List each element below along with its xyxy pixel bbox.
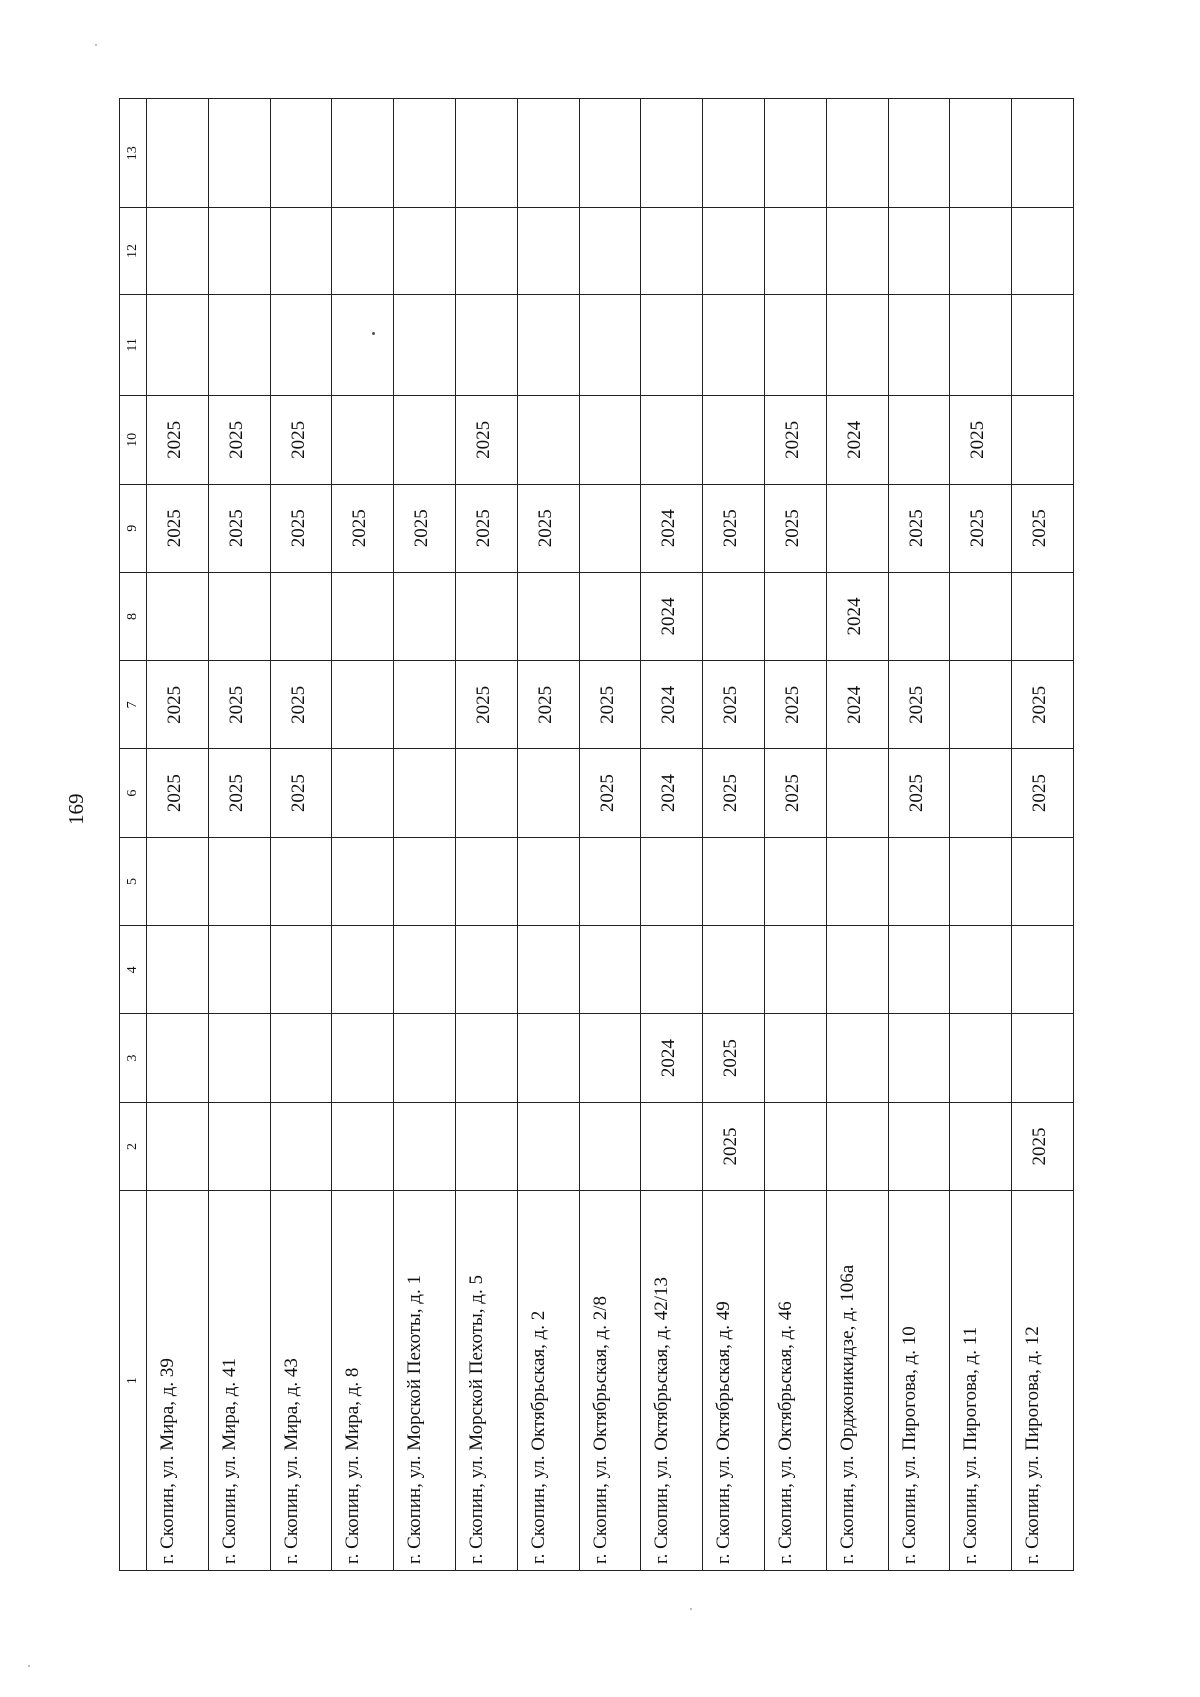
year-cell-col-9: 2025 <box>1012 484 1074 572</box>
year-cell-col-8 <box>455 572 517 660</box>
year-cell-col-7: 2025 <box>764 661 826 749</box>
year-cell-col-12 <box>208 208 270 294</box>
year-cell-col-6 <box>950 749 1012 837</box>
year-cell-col-7: 2025 <box>270 661 332 749</box>
year-cell-col-13 <box>826 99 888 208</box>
year-cell-col-6: 2025 <box>147 749 209 837</box>
schedule-table-body <box>120 99 1074 1571</box>
column-number-row <box>120 99 147 1571</box>
year-cell-col-2 <box>147 1102 209 1190</box>
year-cell-col-12 <box>826 208 888 294</box>
year-cell-col-2 <box>208 1102 270 1190</box>
year-cell-col-2 <box>888 1102 950 1190</box>
table-row <box>703 99 765 1571</box>
table-row <box>579 99 641 1571</box>
address-cell: г. Скопин, ул. Пирогова, д. 12 <box>1012 1191 1074 1571</box>
table-row <box>950 99 1012 1571</box>
year-cell-col-8 <box>270 572 332 660</box>
year-cell-col-4 <box>517 926 579 1014</box>
address-cell: г. Скопин, ул. Мира, д. 41 <box>208 1191 270 1571</box>
year-cell-col-9: 2025 <box>332 484 394 572</box>
year-cell-col-4 <box>332 926 394 1014</box>
year-cell-col-2: 2025 <box>1012 1102 1074 1190</box>
column-number-10: 10 <box>120 396 147 484</box>
year-cell-col-13 <box>517 99 579 208</box>
year-cell-col-3 <box>888 1014 950 1102</box>
year-cell-col-2 <box>517 1102 579 1190</box>
year-cell-col-9: 2025 <box>703 484 765 572</box>
address-cell: г. Скопин, ул. Пирогова, д. 10 <box>888 1191 950 1571</box>
year-cell-col-5 <box>270 837 332 925</box>
year-cell-col-12 <box>764 208 826 294</box>
year-cell-col-4 <box>703 926 765 1014</box>
year-cell-col-3 <box>270 1014 332 1102</box>
year-cell-col-8 <box>394 572 456 660</box>
year-cell-col-12 <box>703 208 765 294</box>
year-cell-col-9: 2025 <box>517 484 579 572</box>
year-cell-col-9: 2025 <box>764 484 826 572</box>
year-cell-col-6: 2025 <box>579 749 641 837</box>
year-cell-col-5 <box>579 837 641 925</box>
year-cell-col-8 <box>950 572 1012 660</box>
year-cell-col-13 <box>703 99 765 208</box>
year-cell-col-9: 2025 <box>394 484 456 572</box>
year-cell-col-5 <box>517 837 579 925</box>
year-cell-col-3 <box>764 1014 826 1102</box>
year-cell-col-2 <box>764 1102 826 1190</box>
table-row <box>394 99 456 1571</box>
year-cell-col-13 <box>579 99 641 208</box>
year-cell-col-6 <box>332 749 394 837</box>
year-cell-col-5 <box>764 837 826 925</box>
year-cell-col-6: 2025 <box>888 749 950 837</box>
address-cell: г. Скопин, ул. Октябрьская, д. 2 <box>517 1191 579 1571</box>
year-cell-col-11 <box>703 294 765 396</box>
column-number-3: 3 <box>120 1014 147 1102</box>
year-cell-col-5 <box>641 837 703 925</box>
year-cell-col-4 <box>641 926 703 1014</box>
year-cell-col-3 <box>1012 1014 1074 1102</box>
year-cell-col-4 <box>1012 926 1074 1014</box>
address-cell: г. Скопин, ул. Пирогова, д. 11 <box>950 1191 1012 1571</box>
year-cell-col-4 <box>394 926 456 1014</box>
year-cell-col-12 <box>147 208 209 294</box>
year-cell-col-3 <box>826 1014 888 1102</box>
year-cell-col-8 <box>703 572 765 660</box>
year-cell-col-6: 2025 <box>208 749 270 837</box>
year-cell-col-2 <box>641 1102 703 1190</box>
year-cell-col-5 <box>888 837 950 925</box>
year-cell-col-12 <box>394 208 456 294</box>
year-cell-col-2 <box>270 1102 332 1190</box>
year-cell-col-13 <box>208 99 270 208</box>
table-row <box>1012 99 1074 1571</box>
year-cell-col-7 <box>394 661 456 749</box>
year-cell-col-10: 2025 <box>950 396 1012 484</box>
year-cell-col-5 <box>950 837 1012 925</box>
year-cell-col-4 <box>147 926 209 1014</box>
year-cell-col-8 <box>517 572 579 660</box>
year-cell-col-7: 2025 <box>208 661 270 749</box>
year-cell-col-11 <box>641 294 703 396</box>
year-cell-col-10 <box>579 396 641 484</box>
year-cell-col-3: 2024 <box>641 1014 703 1102</box>
year-cell-col-6: 2025 <box>764 749 826 837</box>
column-number-5: 5 <box>120 837 147 925</box>
year-cell-col-10 <box>641 396 703 484</box>
year-cell-col-12 <box>888 208 950 294</box>
year-cell-col-3 <box>394 1014 456 1102</box>
year-cell-col-5 <box>332 837 394 925</box>
year-cell-col-13 <box>764 99 826 208</box>
year-cell-col-12 <box>641 208 703 294</box>
year-cell-col-12 <box>517 208 579 294</box>
year-cell-col-11 <box>208 294 270 396</box>
year-cell-col-12 <box>270 208 332 294</box>
year-cell-col-13 <box>888 99 950 208</box>
year-cell-col-12 <box>1012 208 1074 294</box>
year-cell-col-9 <box>826 484 888 572</box>
year-cell-col-13 <box>394 99 456 208</box>
year-cell-col-13 <box>950 99 1012 208</box>
table-row <box>455 99 517 1571</box>
year-cell-col-9: 2025 <box>270 484 332 572</box>
address-cell: г. Скопин, ул. Октябрьская, д. 2/8 <box>579 1191 641 1571</box>
year-cell-col-7 <box>332 661 394 749</box>
address-cell: г. Скопин, ул. Орджоникидзе, д. 106а <box>826 1191 888 1571</box>
year-cell-col-10: 2025 <box>764 396 826 484</box>
year-cell-col-7: 2025 <box>703 661 765 749</box>
year-cell-col-7: 2025 <box>1012 661 1074 749</box>
year-cell-col-2 <box>455 1102 517 1190</box>
schedule-table-frame <box>119 98 1074 1571</box>
year-cell-col-8: 2024 <box>826 572 888 660</box>
address-cell: г. Скопин, ул. Морской Пехоты, д. 1 <box>394 1191 456 1571</box>
address-cell: г. Скопин, ул. Мира, д. 43 <box>270 1191 332 1571</box>
year-cell-col-7: 2024 <box>826 661 888 749</box>
year-cell-col-6 <box>517 749 579 837</box>
column-number-1: 1 <box>120 1191 147 1571</box>
year-cell-col-8 <box>888 572 950 660</box>
year-cell-col-5 <box>1012 837 1074 925</box>
address-cell: г. Скопин, ул. Мира, д. 8 <box>332 1191 394 1571</box>
year-cell-col-2 <box>332 1102 394 1190</box>
year-cell-col-4 <box>208 926 270 1014</box>
year-cell-col-10 <box>703 396 765 484</box>
year-cell-col-6 <box>394 749 456 837</box>
year-cell-col-3 <box>332 1014 394 1102</box>
year-cell-col-9 <box>579 484 641 572</box>
year-cell-col-10 <box>1012 396 1074 484</box>
year-cell-col-13 <box>641 99 703 208</box>
year-cell-col-11 <box>517 294 579 396</box>
year-cell-col-9: 2025 <box>208 484 270 572</box>
year-cell-col-10: 2025 <box>147 396 209 484</box>
year-cell-col-2 <box>394 1102 456 1190</box>
year-cell-col-11 <box>764 294 826 396</box>
year-cell-col-4 <box>764 926 826 1014</box>
year-cell-col-2 <box>826 1102 888 1190</box>
year-cell-col-13 <box>270 99 332 208</box>
year-cell-col-8 <box>332 572 394 660</box>
year-cell-col-13 <box>147 99 209 208</box>
address-cell: г. Скопин, ул. Морской Пехоты, д. 5 <box>455 1191 517 1571</box>
table-row <box>641 99 703 1571</box>
year-cell-col-11 <box>1012 294 1074 396</box>
year-cell-col-13 <box>455 99 517 208</box>
year-cell-col-5 <box>703 837 765 925</box>
year-cell-col-8: 2024 <box>641 572 703 660</box>
year-cell-col-6: 2025 <box>270 749 332 837</box>
year-cell-col-3 <box>455 1014 517 1102</box>
year-cell-col-4 <box>950 926 1012 1014</box>
year-cell-col-10: 2025 <box>270 396 332 484</box>
address-cell: г. Скопин, ул. Октябрьская, д. 49 <box>703 1191 765 1571</box>
address-cell: г. Скопин, ул. Мира, д. 39 <box>147 1191 209 1571</box>
year-cell-col-10: 2024 <box>826 396 888 484</box>
year-cell-col-3 <box>147 1014 209 1102</box>
year-cell-col-9: 2025 <box>147 484 209 572</box>
year-cell-col-11 <box>826 294 888 396</box>
year-cell-col-7: 2025 <box>888 661 950 749</box>
year-cell-col-7: 2025 <box>579 661 641 749</box>
column-number-7: 7 <box>120 661 147 749</box>
table-row <box>826 99 888 1571</box>
year-cell-col-11 <box>455 294 517 396</box>
column-number-11: 11 <box>120 294 147 396</box>
column-number-6: 6 <box>120 749 147 837</box>
year-cell-col-6: 2025 <box>703 749 765 837</box>
year-cell-col-9: 2025 <box>888 484 950 572</box>
year-cell-col-13 <box>332 99 394 208</box>
year-cell-col-7: 2025 <box>455 661 517 749</box>
year-cell-col-10: 2025 <box>455 396 517 484</box>
table-row <box>147 99 209 1571</box>
year-cell-col-8 <box>208 572 270 660</box>
address-cell: г. Скопин, ул. Октябрьская, д. 42/13 <box>641 1191 703 1571</box>
year-cell-col-6: 2025 <box>1012 749 1074 837</box>
column-number-9: 9 <box>120 484 147 572</box>
year-cell-col-3 <box>950 1014 1012 1102</box>
year-cell-col-6 <box>455 749 517 837</box>
year-cell-col-10 <box>394 396 456 484</box>
table-row <box>208 99 270 1571</box>
year-cell-col-3: 2025 <box>703 1014 765 1102</box>
year-cell-col-10 <box>332 396 394 484</box>
address-cell: г. Скопин, ул. Октябрьская, д. 46 <box>764 1191 826 1571</box>
year-cell-col-12 <box>455 208 517 294</box>
year-cell-col-6 <box>826 749 888 837</box>
year-cell-col-11 <box>888 294 950 396</box>
column-number-12: 12 <box>120 208 147 294</box>
year-cell-col-8 <box>764 572 826 660</box>
year-cell-col-11 <box>579 294 641 396</box>
table-row <box>270 99 332 1571</box>
year-cell-col-2 <box>579 1102 641 1190</box>
year-cell-col-11 <box>270 294 332 396</box>
year-cell-col-6: 2024 <box>641 749 703 837</box>
year-cell-col-4 <box>888 926 950 1014</box>
table-row <box>517 99 579 1571</box>
year-cell-col-8 <box>147 572 209 660</box>
year-cell-col-12 <box>332 208 394 294</box>
year-cell-col-9: 2025 <box>455 484 517 572</box>
year-cell-col-4 <box>579 926 641 1014</box>
year-cell-col-7: 2024 <box>641 661 703 749</box>
year-cell-col-12 <box>950 208 1012 294</box>
year-cell-col-3 <box>208 1014 270 1102</box>
column-number-4: 4 <box>120 926 147 1014</box>
year-cell-col-7: 2025 <box>517 661 579 749</box>
year-cell-col-8 <box>579 572 641 660</box>
year-cell-col-2: 2025 <box>703 1102 765 1190</box>
table-row <box>764 99 826 1571</box>
year-cell-col-10: 2025 <box>208 396 270 484</box>
year-cell-col-10 <box>888 396 950 484</box>
year-cell-col-5 <box>455 837 517 925</box>
schedule-table-rotated <box>119 98 1074 1571</box>
column-number-13: 13 <box>120 99 147 208</box>
year-cell-col-5 <box>394 837 456 925</box>
year-cell-col-8 <box>1012 572 1074 660</box>
year-cell-col-11 <box>332 294 394 396</box>
year-cell-col-7: 2025 <box>147 661 209 749</box>
year-cell-col-4 <box>826 926 888 1014</box>
table-row <box>888 99 950 1571</box>
year-cell-col-9: 2024 <box>641 484 703 572</box>
year-cell-col-3 <box>579 1014 641 1102</box>
year-cell-col-11 <box>394 294 456 396</box>
year-cell-col-11 <box>950 294 1012 396</box>
stray-mark <box>372 332 375 335</box>
year-cell-col-11 <box>147 294 209 396</box>
schedule-table <box>119 98 1074 1571</box>
year-cell-col-5 <box>208 837 270 925</box>
column-number-8: 8 <box>120 572 147 660</box>
year-cell-col-3 <box>517 1014 579 1102</box>
year-cell-col-13 <box>1012 99 1074 208</box>
year-cell-col-12 <box>579 208 641 294</box>
column-number-2: 2 <box>120 1102 147 1190</box>
year-cell-col-9: 2025 <box>950 484 1012 572</box>
year-cell-col-5 <box>147 837 209 925</box>
year-cell-col-2 <box>950 1102 1012 1190</box>
table-row <box>332 99 394 1571</box>
year-cell-col-5 <box>826 837 888 925</box>
year-cell-col-7 <box>950 661 1012 749</box>
year-cell-col-10 <box>517 396 579 484</box>
year-cell-col-4 <box>455 926 517 1014</box>
year-cell-col-4 <box>270 926 332 1014</box>
